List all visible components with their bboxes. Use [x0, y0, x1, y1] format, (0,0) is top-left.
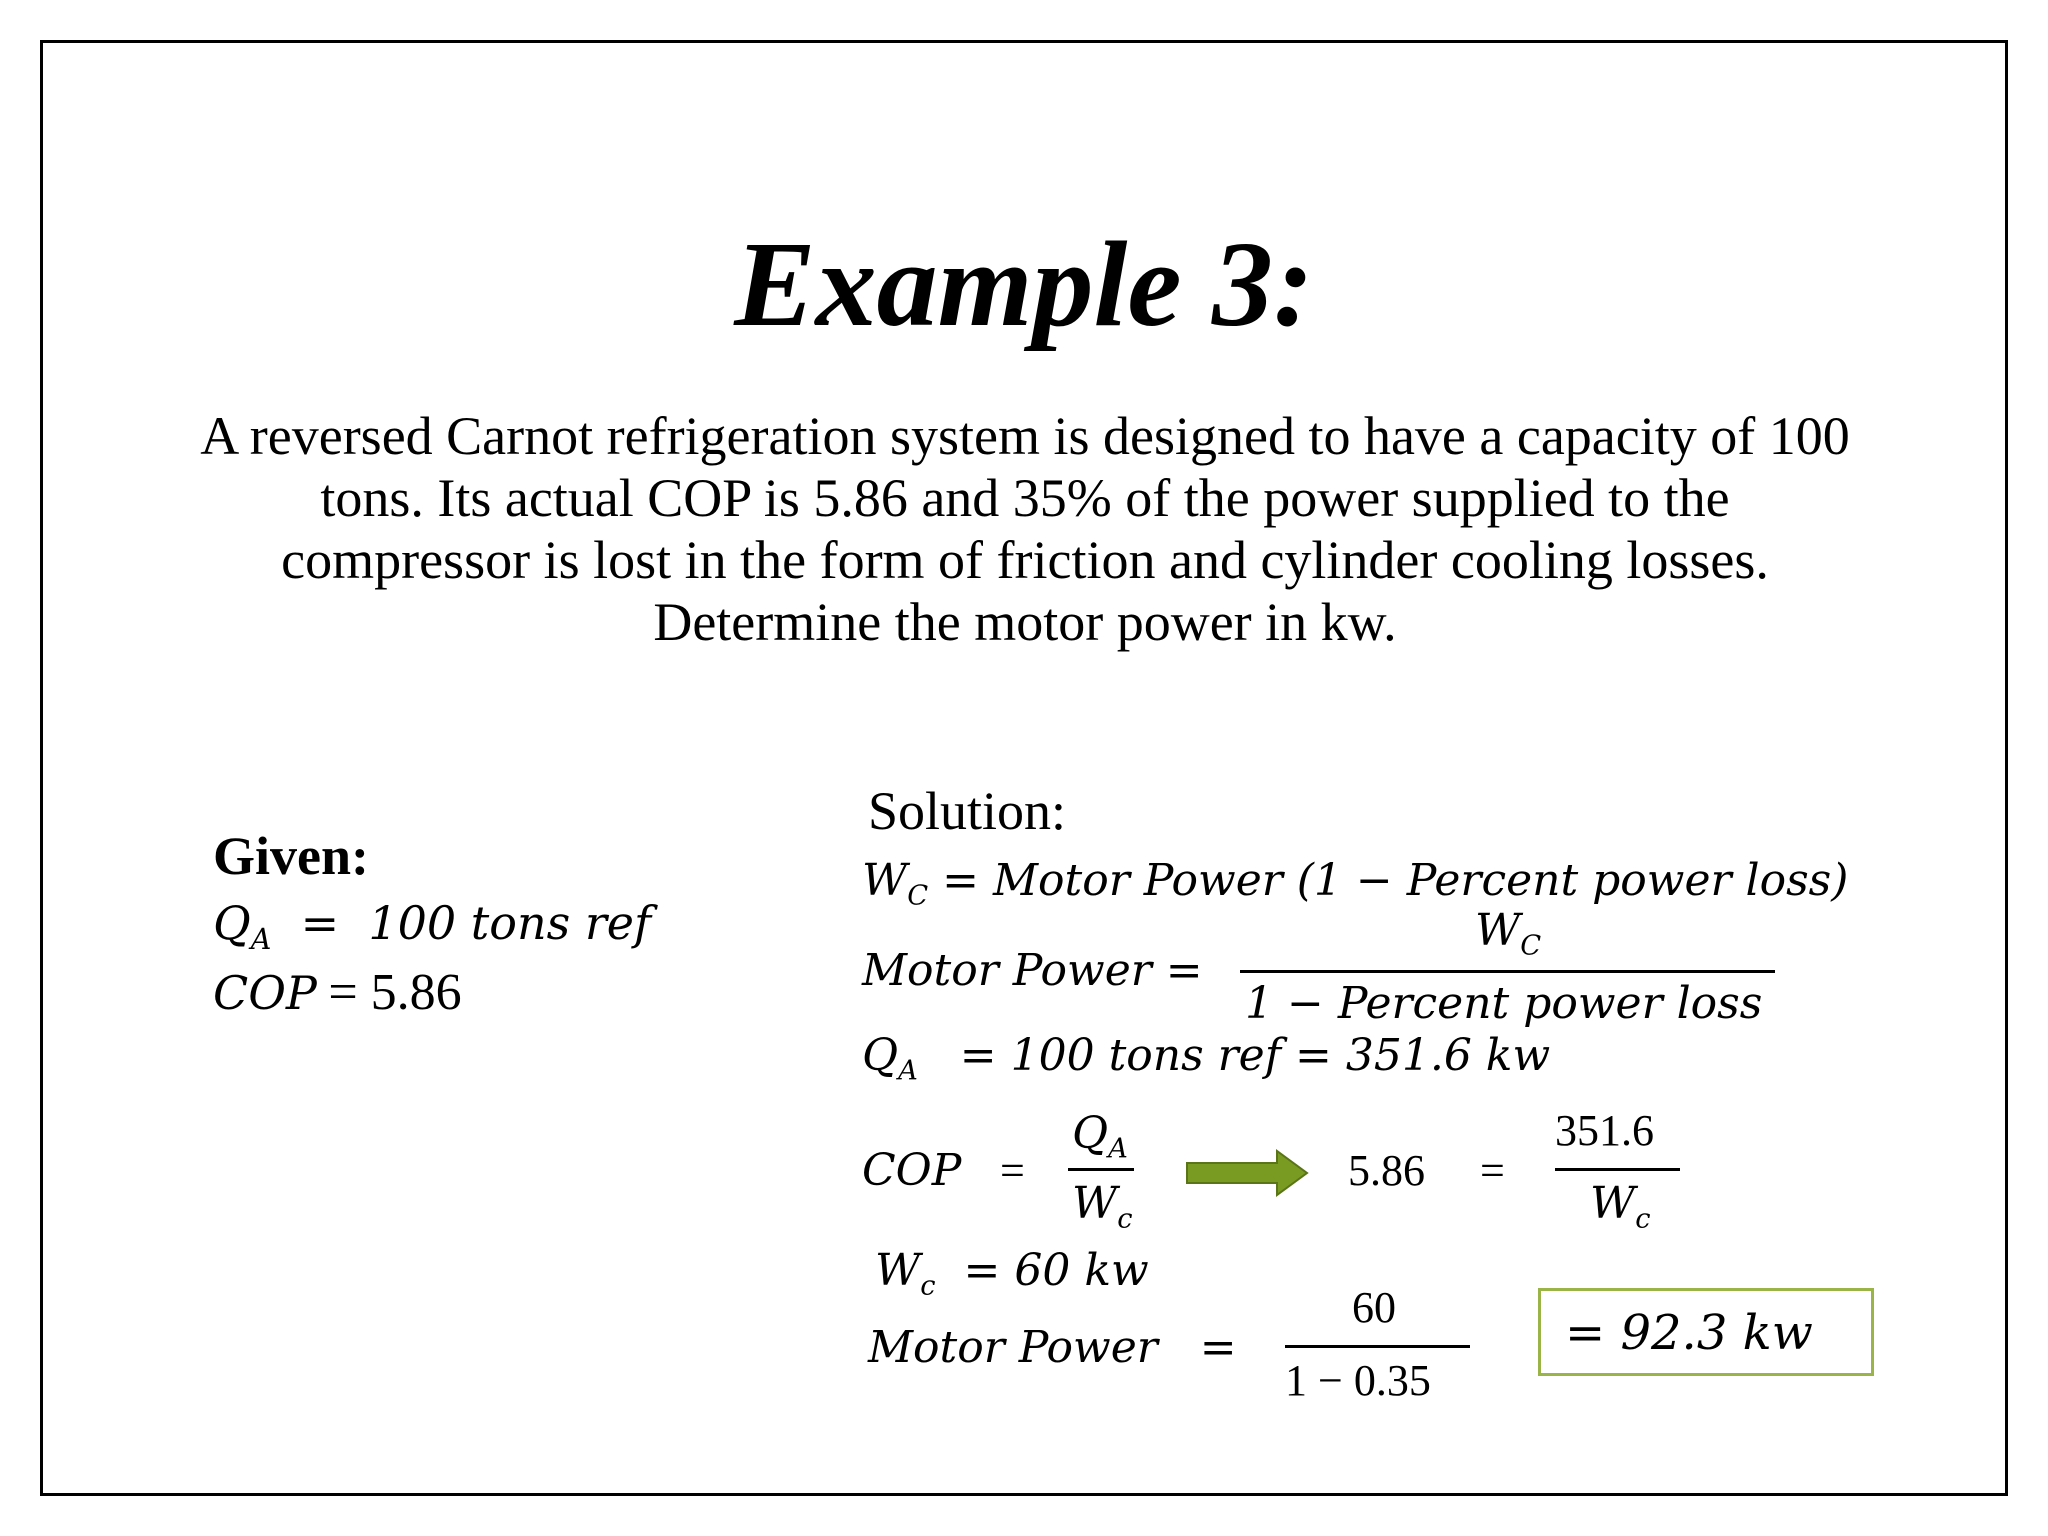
answer-value: = 92.3 kw — [1565, 1305, 1813, 1361]
cop-value: 5.86 — [1348, 1146, 1425, 1195]
cop-numerator: $Q_A$ — [1072, 1108, 1128, 1165]
motor-power-denominator: 1 − Percent power loss — [1245, 978, 1763, 1029]
cop-right-denominator: $W_c$ — [1590, 1178, 1651, 1235]
wc-equation: $W_C$ = Motor Power (1 − Percent power loss) — [862, 855, 1849, 912]
solution-heading: Solution: — [868, 781, 1067, 841]
problem-statement: A reversed Carnot refrigeration system is designed to have a capacity of 100 tons. Its actual COP is 5.86 and 35% of the power supplied to the compressor is lost in the form of friction and cylinder cooling losses. Determine the motor power in kw. — [200, 406, 1850, 652]
cop-label: COP — [862, 1145, 962, 1196]
cop-right-numerator: 351.6 — [1555, 1106, 1654, 1155]
fraction-bar — [1555, 1168, 1680, 1171]
cop-denominator: $W_c$ — [1072, 1178, 1133, 1235]
cop-equals: = — [1000, 1146, 1025, 1195]
fraction-bar — [1285, 1345, 1470, 1348]
final-denominator: 1 − 0.35 — [1285, 1356, 1431, 1405]
qa-conversion: $Q_A$ = 100 tons ref = 351.6 kw — [862, 1030, 1551, 1087]
given-qa: $Q_A = 100$ tons ref — [213, 896, 652, 956]
final-numerator: 60 — [1352, 1283, 1396, 1332]
given-heading: Given: — [213, 826, 369, 886]
arrow-right-icon — [1185, 1148, 1310, 1198]
wc-result: $W_c = 60$ kw — [875, 1245, 1149, 1302]
slide-title: Example 3: — [734, 217, 1314, 352]
motor-power-label: Motor Power = — [862, 945, 1203, 996]
cop-equals-2: = — [1480, 1146, 1505, 1195]
motor-power-numerator: $W_C$ — [1475, 905, 1542, 962]
fraction-bar — [1068, 1168, 1134, 1171]
fraction-bar — [1240, 970, 1775, 973]
given-cop: COP = 5.86 — [213, 964, 462, 1021]
final-motor-power-label: Motor Power = — [868, 1322, 1237, 1373]
